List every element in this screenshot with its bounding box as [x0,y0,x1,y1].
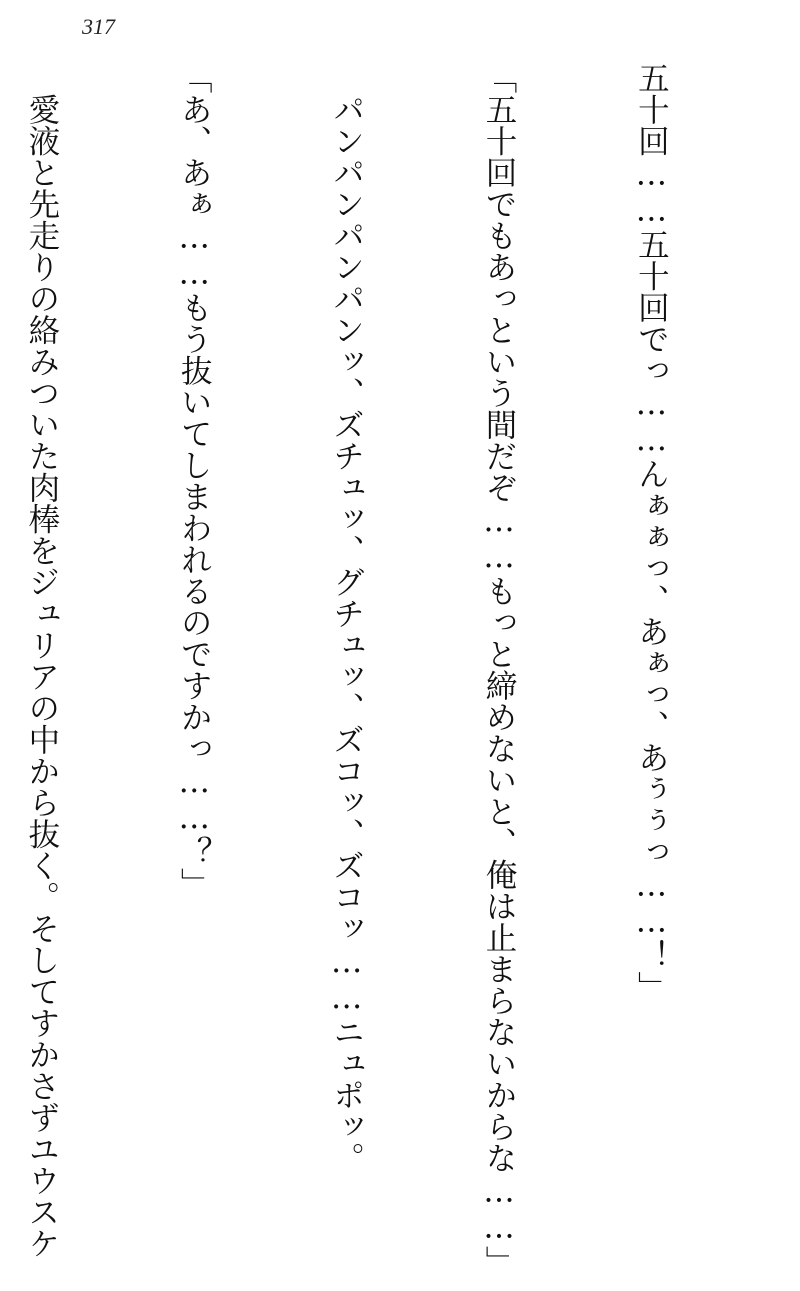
text-line: 「あ、あぁ……もう抜いてしまわれるのですかっ……？」 [176,62,213,899]
text-line: 「五十回でもあっという間だぞ……もっと締めないと、俺は止まらないからな……」 [481,62,518,1277]
page-number: 317 [82,14,115,39]
text-line: 五十回……五十回でっ……んぁぁっ、あぁっ、あぅぅっ……！」 [633,62,670,1003]
text-line: 愛液と先走りの絡みついた肉棒をジュリアの中から抜く。そしてすかさずユウスケ [23,62,60,1259]
body-text [0,62,778,1277]
text-line: パンパンパンパンッ、ズチュッ、グチュッ、ズコッ、ズコッ……ニュポッ。 [328,62,365,1174]
